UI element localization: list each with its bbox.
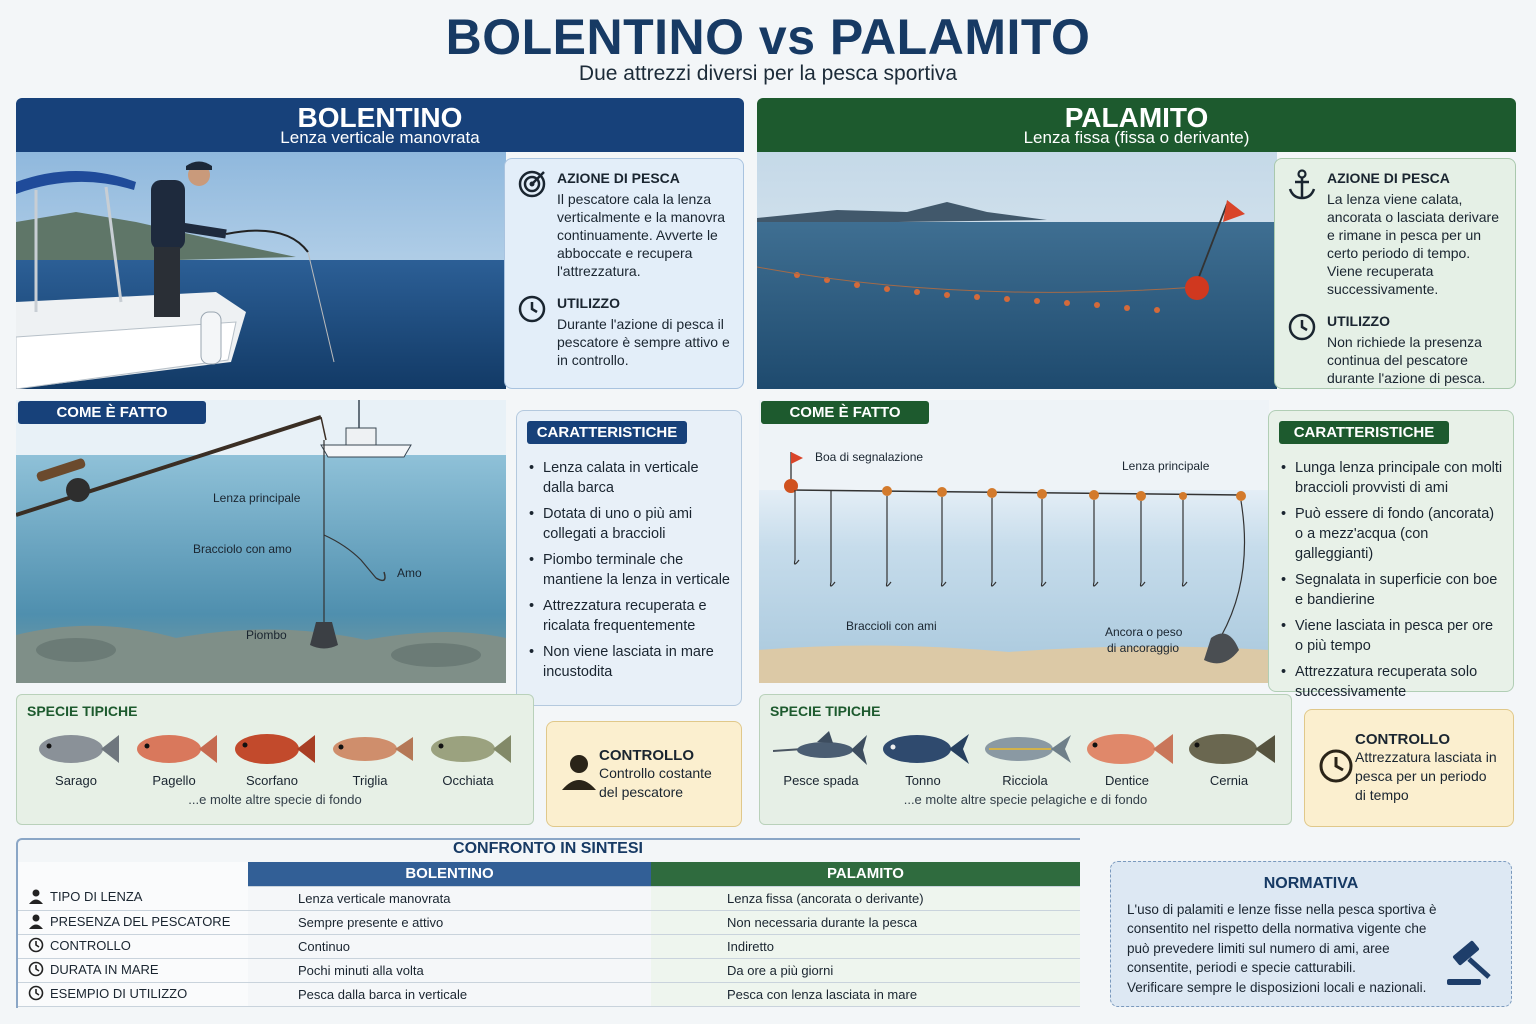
target-icon	[517, 169, 557, 280]
fish-icon	[773, 729, 869, 769]
fish-icon	[875, 729, 971, 769]
row-value-palamito: Indiretto	[651, 934, 1080, 958]
row-label: DURATA IN MARE	[50, 961, 159, 977]
species-name: Scorfano	[245, 773, 299, 788]
species-item	[770, 729, 872, 788]
palamito-utilizzo-title: UTILIZZO	[1327, 313, 1390, 329]
bolentino-utilizzo-text: Durante l'azione di pesca il pescatore è sempre attivo e in controllo.	[557, 316, 730, 368]
palamito-control-text: Attrezzatura lasciata in pesca per un periodo di tempo	[1355, 749, 1497, 803]
species-item	[1076, 729, 1178, 788]
species-name: Cernia	[1209, 773, 1249, 788]
row-value-bolentino: Lenza verticale manovrata	[248, 886, 651, 910]
normativa-box	[1110, 861, 1512, 1007]
table-row	[18, 958, 1080, 982]
species-item	[321, 729, 419, 788]
row-label: ESEMPIO DI UTILIZZO	[50, 985, 188, 1001]
label-braccioli: Braccioli con ami	[846, 619, 937, 633]
page-title: BOLENTINO vs PALAMITO	[445, 9, 1091, 65]
species-name: Dentice	[1104, 773, 1150, 788]
species-item	[872, 729, 974, 788]
row-label: PRESENZA DEL PESCATORE	[50, 913, 231, 929]
palamito-species-title: SPECIE TIPICHE	[770, 703, 881, 719]
bolentino-come-label: COME È FATTO	[18, 401, 206, 424]
person-icon	[28, 913, 50, 932]
palamito-info-box	[1274, 158, 1516, 389]
palamito-species-note: ...e molte altre specie pelagiche e di fondo	[903, 792, 1148, 807]
species-item	[419, 729, 517, 788]
table-row	[18, 934, 1080, 958]
list-item: • Attrezzatura recuperata e ricalata frequentemente	[527, 596, 731, 636]
bolentino-subtitle: Lenza verticale manovrata	[280, 128, 480, 147]
label-ancora: Ancora o peso	[1105, 625, 1183, 639]
palamito-species	[759, 694, 1292, 825]
bolentino-species	[16, 694, 534, 825]
fish-icon	[423, 729, 513, 769]
fish-icon	[31, 729, 121, 769]
clock-icon	[1287, 312, 1327, 387]
fish-icon	[325, 729, 415, 769]
bolentino-diagram	[16, 400, 506, 683]
palamito-come-label: COME È FATTO	[761, 401, 929, 424]
palamito-characteristics	[1268, 410, 1514, 700]
row-label: CONTROLLO	[50, 937, 131, 953]
palamito-control-title: CONTROLLO	[1355, 731, 1450, 748]
bolentino-control-text: Controllo costante del pescatore	[599, 764, 712, 800]
species-name: Pagello	[152, 773, 196, 788]
species-item	[1178, 729, 1280, 788]
species-item	[27, 729, 125, 788]
list-item: • Dotata di uno o più ami collegati a braccioli	[527, 504, 731, 544]
species-name: Ricciola	[1002, 773, 1048, 788]
row-value-palamito: Non necessaria durante la pesca	[651, 910, 1080, 934]
species-name: Triglia	[352, 773, 388, 788]
list-item: • Lenza calata in verticale dalla barca	[527, 458, 731, 498]
normativa-title: NORMATIVA	[1263, 875, 1359, 892]
comparison-title: CONFRONTO IN SINTESI	[453, 840, 643, 857]
gavel-icon	[1445, 939, 1499, 993]
row-value-palamito: Pesca con lenza lasciata in mare	[651, 982, 1080, 1006]
normativa-text: L'uso di palamiti e lenze fisse nella pesca sportiva è consentito nel rispetto della normativa vigente che può prevedere limiti sul numero di ami, aree consentite, periodi e specie catturabili.	[1127, 901, 1437, 975]
bolentino-species-note: ...e molte altre specie di fondo	[188, 792, 362, 807]
bolentino-char-title: CARATTERISTICHE	[527, 421, 687, 444]
bolentino-title: BOLENTINO	[297, 102, 463, 133]
bolentino-control-title: CONTROLLO	[599, 746, 694, 764]
row-value-bolentino: Pochi minuti alla volta	[248, 958, 651, 982]
list-item: • Non viene lasciata in mare incustodita	[527, 642, 731, 682]
palamito-char-title: CARATTERISTICHE	[1279, 421, 1449, 444]
person-icon	[28, 888, 50, 907]
label-boa: Boa di segnalazione	[815, 450, 924, 464]
normativa-text-2: Verificare sempre le disposizioni locali e nazionali.	[1127, 979, 1427, 995]
list-item: • Lunga lenza principale con molti braccioli provvisti di ami	[1279, 458, 1503, 498]
table-row	[18, 982, 1080, 1006]
row-value-bolentino: Sempre presente e attivo	[248, 910, 651, 934]
clock-icon	[517, 294, 557, 369]
bolentino-utilizzo-title: UTILIZZO	[557, 295, 620, 311]
label-lenza-principale: Lenza principale	[1122, 459, 1210, 473]
label-lenza-principale: Lenza principale	[213, 491, 301, 505]
species-name: Pesce spada	[783, 773, 859, 788]
row-label: TIPO DI LENZA	[50, 889, 143, 905]
table-row	[18, 910, 1080, 934]
palamito-control	[1304, 709, 1514, 827]
label-ancora-2: di ancoraggio	[1107, 641, 1180, 655]
list-item: • Può essere di fondo (ancorata) o a mezz'acqua (con galleggianti)	[1279, 504, 1503, 564]
label-amo: Amo	[397, 566, 422, 580]
bolentino-species-title: SPECIE TIPICHE	[27, 703, 138, 719]
bolentino-photo	[16, 152, 506, 389]
palamito-utilizzo-text: Non richiede la presenza continua del pescatore durante l'azione di pesca.	[1327, 334, 1486, 386]
palamito-subtitle: Lenza fissa (fissa o derivante)	[1023, 128, 1250, 147]
species-name: Tonno	[905, 773, 941, 788]
clock-icon	[28, 961, 50, 980]
clock-icon	[28, 985, 50, 1004]
bolentino-control	[546, 721, 742, 827]
col-header-bolentino: BOLENTINO	[248, 862, 651, 886]
species-item	[223, 729, 321, 788]
list-item: • Attrezzatura recuperata solo successivamente	[1279, 662, 1503, 702]
bolentino-characteristics	[516, 410, 742, 706]
list-item: • Viene lasciata in pesca per ore o più tempo	[1279, 616, 1503, 656]
list-item: • Piombo terminale che mantiene la lenza in verticale	[527, 550, 731, 590]
bolentino-info-box	[504, 158, 744, 389]
palamito-diagram	[759, 400, 1269, 683]
bolentino-azione-title: AZIONE DI PESCA	[557, 170, 680, 186]
row-value-bolentino: Continuo	[248, 934, 651, 958]
label-piombo: Piombo	[246, 628, 287, 642]
fish-icon	[1079, 729, 1175, 769]
anchor-icon	[1287, 169, 1327, 298]
person-icon	[559, 752, 599, 797]
row-value-palamito: Da ore a più giorni	[651, 958, 1080, 982]
clock-icon	[1317, 747, 1355, 790]
species-item	[974, 729, 1076, 788]
palamito-photo	[757, 152, 1277, 389]
clock-icon	[28, 937, 50, 956]
table-row	[18, 886, 1080, 910]
list-item: • Segnalata in superficie con boe e bandierine	[1279, 570, 1503, 610]
label-bracciolo: Bracciolo con amo	[193, 542, 292, 556]
palamito-azione-text: La lenza viene calata, ancorata o lasciata derivare e rimane in pesca per un certo periodo di tempo. Viene recuperata successivamente.	[1327, 191, 1499, 297]
fish-icon	[129, 729, 219, 769]
col-header-palamito: PALAMITO	[651, 862, 1080, 886]
comparison-table	[18, 862, 1080, 1007]
fish-icon	[227, 729, 317, 769]
palamito-title: PALAMITO	[1064, 102, 1209, 133]
row-value-palamito: Lenza fissa (ancorata o derivante)	[651, 886, 1080, 910]
page-subtitle: Due attrezzi diversi per la pesca sportiva	[578, 62, 958, 85]
palamito-azione-title: AZIONE DI PESCA	[1327, 170, 1450, 186]
fish-icon	[977, 729, 1073, 769]
row-value-bolentino: Pesca dalla barca in verticale	[248, 982, 651, 1006]
species-name: Sarago	[55, 773, 97, 788]
fish-icon	[1181, 729, 1277, 769]
species-name: Occhiata	[442, 773, 494, 788]
bolentino-azione-text: Il pescatore cala la lenza verticalmente e la manovra continuamente. Avverte le abboccate e recupera l'attrezzatura.	[557, 191, 726, 279]
species-item	[125, 729, 223, 788]
